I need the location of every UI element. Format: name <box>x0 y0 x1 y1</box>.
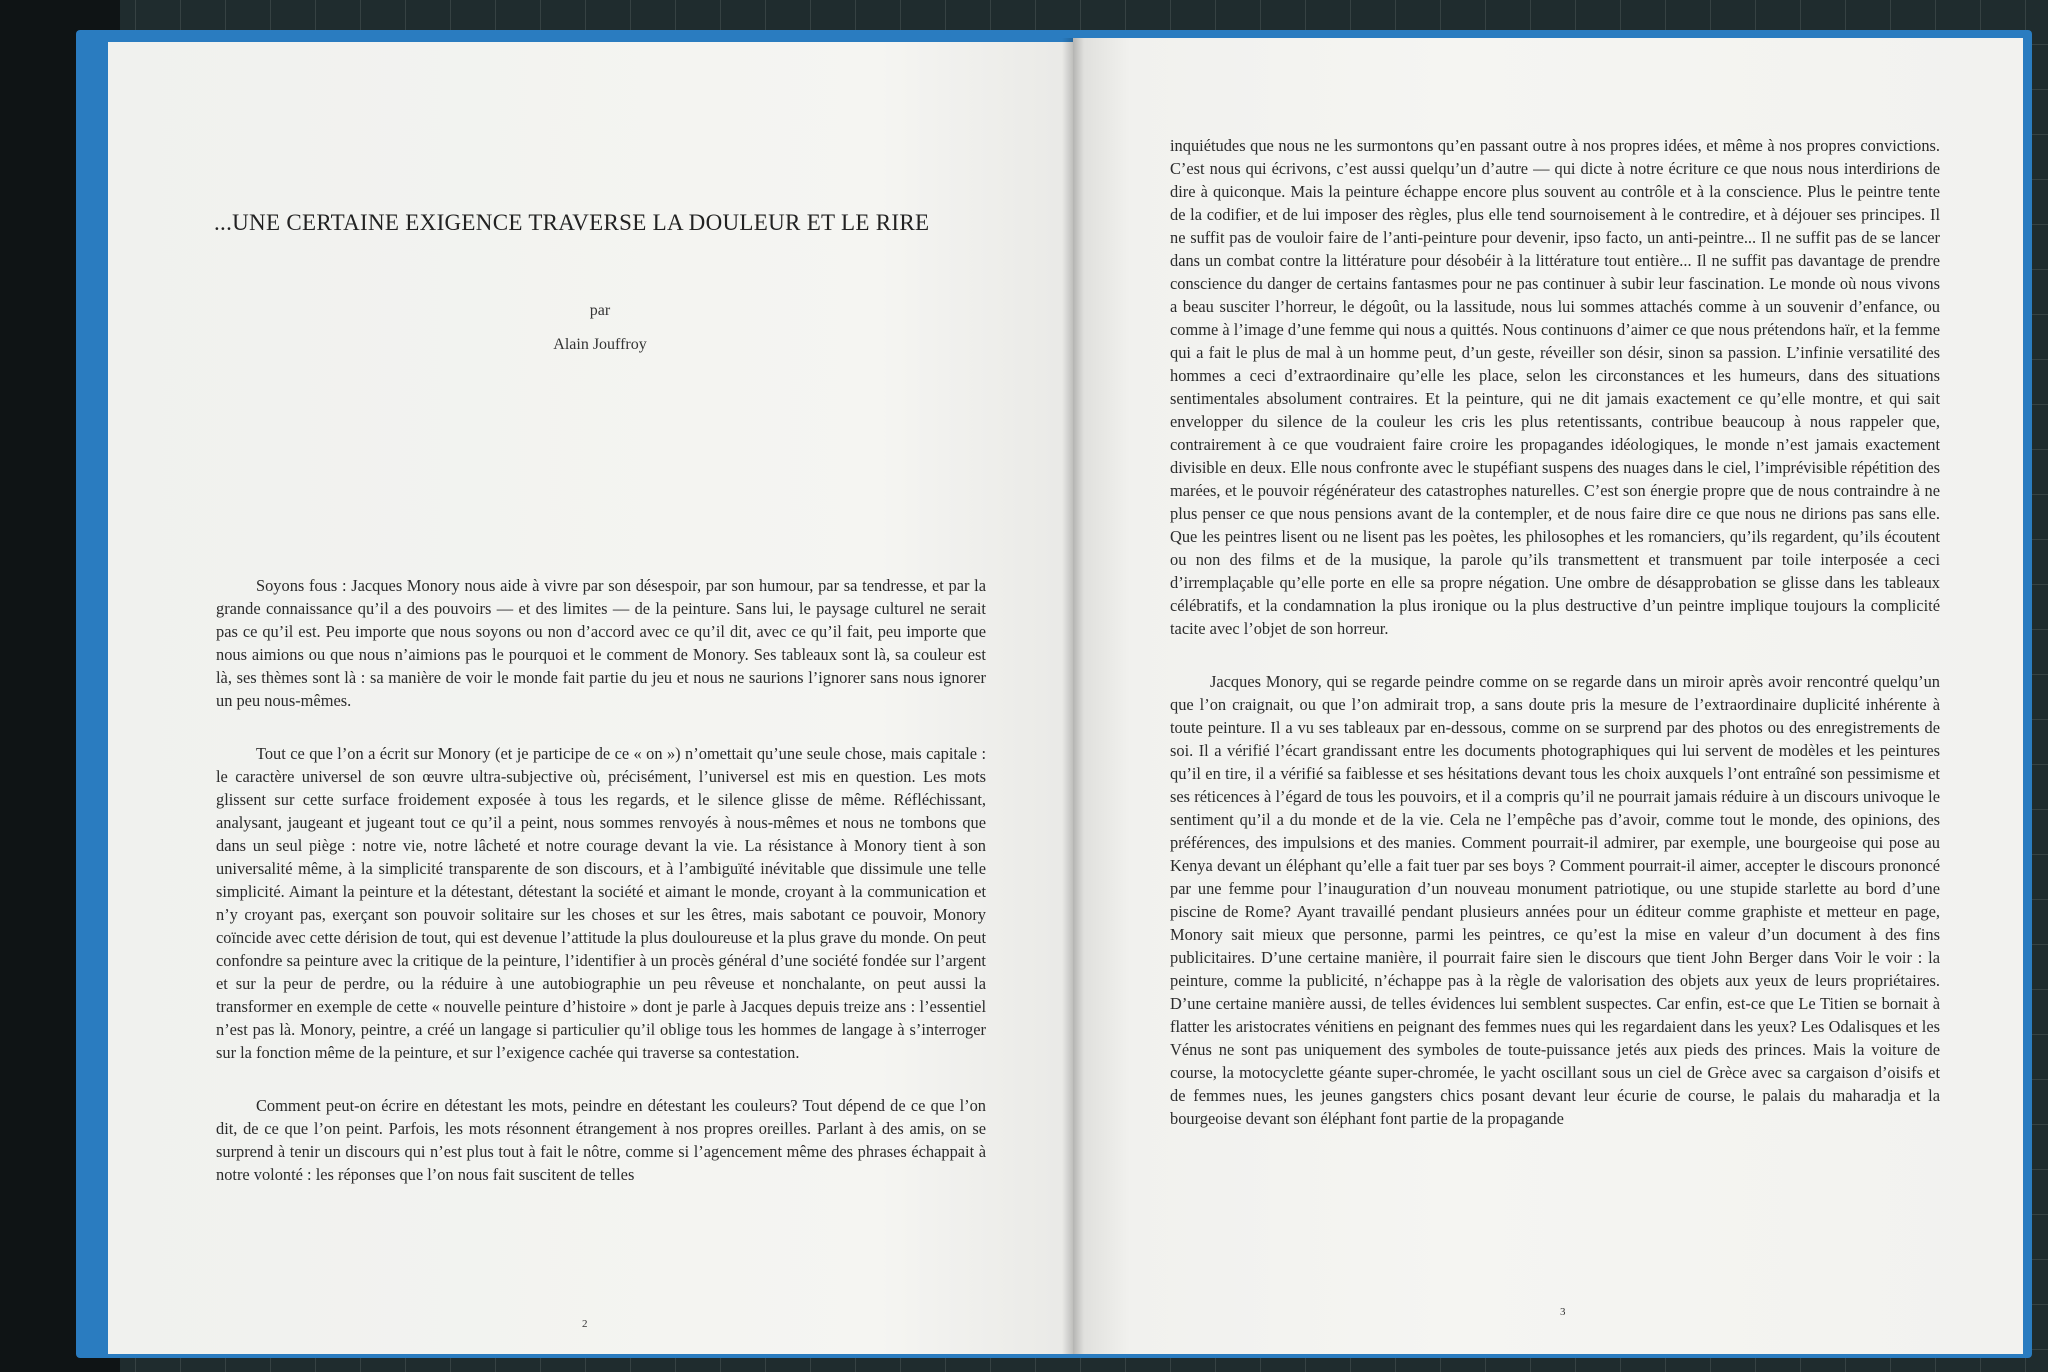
chapter-title: ...UNE CERTAINE EXIGENCE TRAVERSE LA DOULEUR ET LE RIRE <box>214 210 930 235</box>
paragraph: Jacques Monory, qui se regarde peindre comme on se regarde dans un miroir après avoir rencontré quelqu’un que l’on craignait, ou que l’on admirait trop, a sans doute pris la mesure de l’extraordinaire duplicité inhérente à toute peinture. Il a vu ses tableaux par en-dessous, comme on se surprend par des photos ou des enregistrements de soi. Il a vérifié l’écart grandissant entre les documents photographiques qui lui servent de modèles et les peintures qu’il en tire, il a vérifié sa faiblesse et ses hésitations devant tous les choix auxquels l’ont entraîné son pessimisme et ses réticences à l’égard de tous les pouvoirs, et il a compris qu’il ne pourrait jamais réduire à un discours univoque le sentiment qu’il a du monde et de la vie. Cela ne l’empêche pas d’avoir, comme tout le monde, des opinions, des préférences, des impulsions et des manies. Comment pourrait-il admirer, par exemple, une bourgeoise qui pose au Kenya devant un éléphant qu’elle a fait tuer par ses boys ? Comment pourrait-il aimer, accepter le discours prononcé par une femme pour l’inauguration d’un nouveau monument patriotique, ou une stupide starlette au bord d’une piscine de Rome? Ayant travaillé pendant plusieurs années pour un éditeur comme graphiste et metteur en page, Monory sait mieux que personne, parmi les peintres, ce qu’est la mise en valeur d’un document à des fins publicitaires. D’une certaine manière, il pourrait faire sien le discours que tient John Berger dans Voir le voir : la peinture, comme la publicité, n’échappe pas à la règle de valorisation des objets aux yeux de leurs propriétaires. D’une certaine manière aussi, de telles évidences lui semblent suspectes. Car enfin, est-ce que Le Titien se bornait à flatter les aristocrates vénitiens en peignant des femmes nues qui les regardaient dans les yeux? Les Odalisques et les Vénus ne sont pas uniquement des symboles de toute-puissance jetés aux pieds des princes. Mais la voiture de course, la motocyclette géante super-chromée, le yacht oscillant sous un ciel de Grèce avec sa cargaison d’oisifs et de femmes nues, les jeunes gangsters chics posant devant leur écurie de course, le palais du maharadja et la bourgeoise devant son éléphant font partie de la propagande <box>1170 672 1940 1128</box>
paragraph: Soyons fous : Jacques Monory nous aide à vivre par son désespoir, par son humour, par sa tendresse, et par la grande connaissance qu’il a des pouvoirs — et des limites — de la peinture. Sans lui, le paysage culturel ne serait pas ce qu’il est. Peu importe que nous soyons ou non d’accord avec ce qu’il dit, avec ce qu’il fait, peu importe que nous aimions ou que nous n’aimions pas le pourquoi et le comment de Monory. Ses tableaux sont là, sa couleur est là, ses thèmes sont là : sa manière de voir le monde fait partie du jeu et nous ne saurions l’ignorer sans nous ignorer un peu nous-mêmes. <box>216 576 986 710</box>
paragraph: Tout ce que l’on a écrit sur Monory (et je participe de ce « on ») n’omettait qu’une seule chose, mais capitale : le caractère universel de son œuvre ultra-subjective où, précisément, l’universel est mis en question. Les mots glissent sur cette surface froidement exposée à tous les regards, et le silence glisse de même. Réfléchissant, analysant, jaugeant et jugeant tout ce qu’il a peint, nous sommes renvoyés à nous-mêmes et nous ne tombons que dans un seul piège : notre vie, notre lâcheté et notre courage devant la vie. La résistance à Monory tient à son universalité même, à la simplicité transparente de son discours, et à l’ambiguïté inévitable que dissimule une telle simplicité. Aimant la peinture et la détestant, détestant la société et aimant le monde, croyant à la communication et n’y croyant pas, exerçant son pouvoir solitaire sur les choses et sur les êtres, mais sabotant ce pouvoir, Monory coïncide avec cette dérision de tout, qui est devenue l’attitude la plus douloureuse et la plus grave du monde. On peut confondre sa peinture avec la critique de la peinture, l’identifier à un procès général d’une société fondée sur l’argent et sur la peur de perdre, ou la réduire à une autobiographie un peu rêveuse et nonchalante, on peut aussi la transformer en exemple de cette « nouvelle peinture d’histoire » dont je parle à Jacques depuis treize ans : l’essentiel n’est pas là. Monory, peintre, a créé un langage si particulier qu’il oblige tous les hommes de langage à s’interroger sur la fonction même de la peinture, et sur l’exigence cachée qui traverse sa contestation. <box>216 744 986 1062</box>
author-name: Alain Jouffroy <box>553 336 647 353</box>
book-gutter <box>1062 38 1084 1354</box>
right-page-body <box>1170 134 1940 1160</box>
paragraph: Comment peut-on écrire en détestant les mots, peindre en détestant les couleurs? Tout dépend de ce que l’on dit, de ce que l’on peint. Parfois, les mots résonnent étrangement à nos propres oreilles. Parlant à des amis, on se surprend à tenir un discours qui n’est plus tout à fait le nôtre, comme si l’agencement même des phrases échappait à notre volonté : les réponses que l’on nous fait suscitent de telles <box>216 1096 986 1184</box>
page-number-right: 3 <box>1560 1306 1566 1318</box>
left-page-body <box>216 574 986 1216</box>
byline-par: par <box>589 302 611 319</box>
page-number-left: 2 <box>582 1318 588 1330</box>
paragraph: inquiétudes que nous ne les surmontons qu’en passant outre à nos propres idées, et même à nos propres convictions. C’est nous qui écrivons, c’est aussi quelqu’un d’autre — qui dicte à notre écriture ce que nous nous interdirions de dire à quiconque. Mais la peinture échappe encore plus souvent au contrôle et à la conscience. Plus le peintre tente de la codifier, et de lui imposer des règles, plus elle tend sournoisement à le contredire, et à déjouer ses principes. Il ne suffit pas de vouloir faire de l’anti-peinture pour devenir, ipso facto, un anti-peintre... Il ne suffit pas de se lancer dans un combat contre la littérature pour désobéir à la littérature tout entière... Il ne suffit pas davantage de prendre conscience du danger de certains fantasmes pour ne pas continuer à subir leur fascination. Le monde où nous vivons a beau susciter l’horreur, le dégoût, ou la lassitude, nous lui sommes attachés comme à un souvenir d’enfance, ou comme à l’image d’une femme qui nous a quittés. Nous continuons d’aimer ce que nous prétendons haïr, et la femme qui a fait le plus de mal à un homme peut, d’un geste, réveiller son désir, sinon sa passion. L’infinie versatilité des hommes a ceci d’extraordinaire qu’elle les place, selon les circonstances et les humeurs, dans des situations sentimentales absolument contraires. Et la peinture, qui ne dit jamais exactement ce qu’elle montre, et qui sait envelopper du silence de la couleur les cris les plus retentissants, contribue beaucoup à nous rappeler que, contrairement à ce que voudraient faire croire les propagandes idéologiques, le monde n’est jamais exactement divisible en deux. Elle nous confronte avec le stupéfiant suspens des nuages dans le ciel, l’imprévisible répétition des marées, et le pouvoir régénérateur des catastrophes naturelles. C’est son énergie propre que de nous contraindre à ne plus penser ce que nous pensions avant de la contempler, et de nous faire dire ce que nous ne dirions pas sans elle. Que les peintres lisent ou ne lisent pas les poètes, les philosophes et les romanciers, qu’ils regardent, qu’ils écoutent ou non des films et de la musique, la parole qu’ils transmettent et transmuent par toile interposée a ceci d’irremplaçable qu’elle porte en elle sa propre négation. Une ombre de désapprobation se glisse dans les tableaux célébratifs, et la condamnation la plus ironique ou la plus destructive d’un peintre implique toujours la complicité tacite avec l’objet de son horreur. <box>1170 136 1940 638</box>
